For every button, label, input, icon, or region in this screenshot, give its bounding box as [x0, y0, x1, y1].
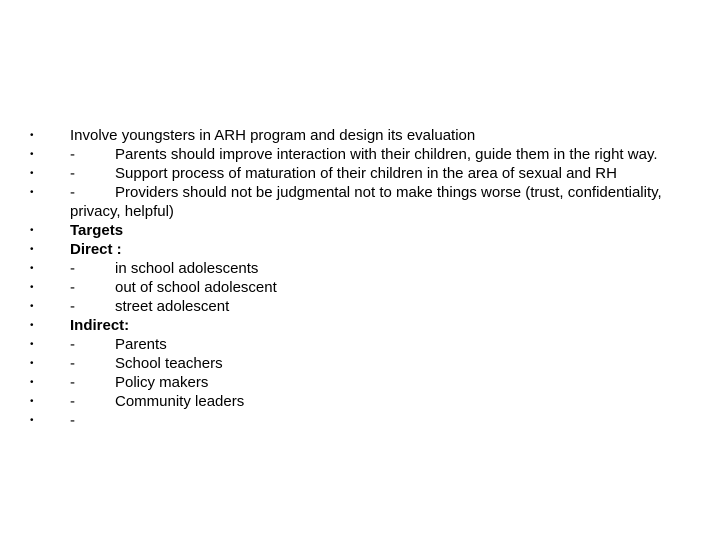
dash-marker: -: [70, 184, 75, 201]
list-item: [30, 392, 680, 411]
list-item: [30, 164, 680, 183]
list-item: [30, 354, 680, 373]
bullet-list: [30, 126, 680, 430]
dash-marker: -: [70, 355, 75, 372]
bullet-icon: •: [30, 320, 34, 331]
bullet-icon: •: [30, 244, 34, 255]
bullet-icon: •: [30, 168, 34, 179]
bullet-icon: •: [30, 282, 34, 293]
dash-marker: -: [70, 336, 75, 353]
item-text: Policy makers: [115, 374, 209, 391]
dash-marker: -: [70, 374, 75, 391]
item-text: out of school adolescent: [115, 279, 277, 296]
item-text: Providers should not be judgmental not to make things worse (trust, confidentiality, privacy, helpful): [70, 184, 662, 220]
list-item: [30, 316, 680, 335]
dash-marker: -: [70, 393, 75, 410]
list-item: [30, 183, 680, 221]
bullet-icon: •: [30, 415, 34, 426]
dash-marker: -: [70, 279, 75, 296]
list-item: [30, 373, 680, 392]
dash-marker: -: [70, 146, 75, 163]
list-item: [30, 145, 680, 164]
bullet-icon: •: [30, 130, 34, 141]
bullet-icon: •: [30, 301, 34, 312]
item-text: Community leaders: [115, 393, 245, 410]
item-text: Parents should improve interaction with their children, guide them in the right way.: [115, 146, 658, 163]
list-item: [30, 297, 680, 316]
list-item: [30, 126, 680, 145]
bullet-icon: •: [30, 187, 34, 198]
list-item: [30, 221, 680, 240]
bullet-icon: •: [30, 225, 34, 236]
item-text: in school adolescents: [115, 260, 259, 277]
list-item: [30, 278, 680, 297]
bullet-icon: •: [30, 396, 34, 407]
dash-marker: -: [70, 260, 75, 277]
section-heading: Targets: [70, 222, 124, 239]
bullet-icon: •: [30, 149, 34, 160]
bullet-icon: •: [30, 358, 34, 369]
item-text: Support process of maturation of their children in the area of sexual and RH: [115, 165, 617, 182]
bullet-icon: •: [30, 339, 34, 350]
section-heading: Indirect:: [70, 317, 130, 334]
list-item: [30, 335, 680, 354]
list-item: [30, 411, 680, 430]
dash-marker: -: [70, 412, 75, 429]
list-item: [30, 259, 680, 278]
section-heading: Direct :: [70, 241, 122, 258]
bullet-icon: •: [30, 263, 34, 274]
list-item: [30, 240, 680, 259]
dash-marker: -: [70, 165, 75, 182]
dash-marker: -: [70, 298, 75, 315]
item-text: street adolescent: [115, 298, 230, 315]
item-text: Involve youngsters in ARH program and design its evaluation: [70, 127, 476, 144]
bullet-icon: •: [30, 377, 34, 388]
item-text: School teachers: [115, 355, 223, 372]
item-text: Parents: [115, 336, 167, 353]
